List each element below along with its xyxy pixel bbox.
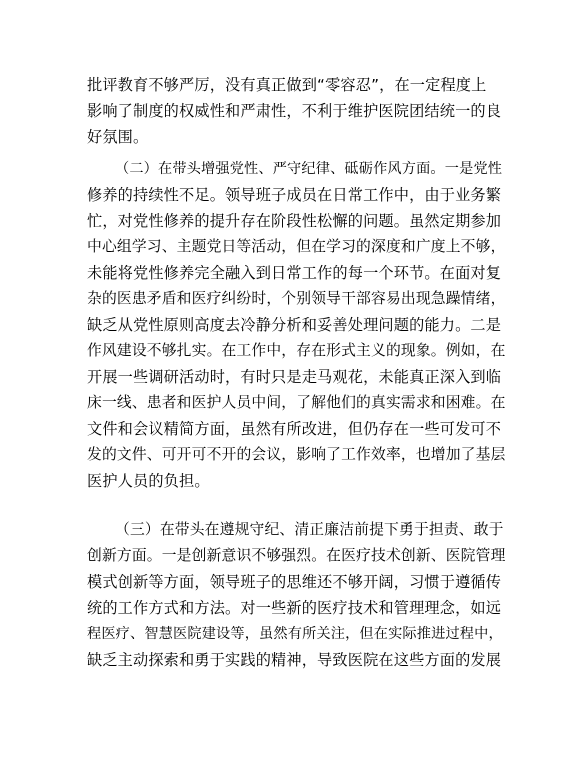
text-line: 创新方面。一是创新意识不够强烈。在医疗技术创新、医院管理 <box>87 547 506 564</box>
text-line: 文件和会议精简方面，虽然有所改进，但仍存在一些可发可不 <box>87 420 502 438</box>
paragraph-section-three <box>87 517 507 673</box>
text-line: 影响了制度的权威性和严肃性，不利于维护医院团结统一的良 <box>87 102 502 120</box>
text-line: 程医疗、智慧医院建设等，虽然有所关注，但在实际推进过程中， <box>87 626 503 642</box>
text-line: 批评教育不够严厉，没有真正做到“零容忍”，在一定程度上 <box>87 76 487 94</box>
text-line: 医护人员的负担。 <box>87 472 210 490</box>
paragraph-continuation <box>87 72 507 150</box>
paragraph-section-two <box>87 156 507 494</box>
text-line: 修养的持续性不足。领导班子成员在日常工作中，由于业务繁 <box>87 186 502 204</box>
text-line: 发的文件、可开可不开的会议，影响了工作效率，也增加了基层 <box>87 446 506 463</box>
text-line: 忙，对党性修养的提升存在阶段性松懈的问题。虽然定期参加 <box>87 212 502 230</box>
text-line: （三）在带头在遵规守纪、清正廉洁前提下勇于担责、敢于 <box>115 521 504 538</box>
text-line: 杂的医患矛盾和医疗纠纷时，个别领导干部容易出现急躁情绪， <box>87 290 506 307</box>
text-line: 缺乏主动探索和勇于实践的精神，导致医院在这些方面的发展 <box>87 651 502 669</box>
text-line: 缺乏从党性原则高度去冷静分析和妥善处理问题的能力。二是 <box>87 316 502 334</box>
text-line: 中心组学习、主题党日等活动，但在学习的深度和广度上不够， <box>87 238 506 255</box>
text-line: 统的工作方式和方法。对一些新的医疗技术和管理理念，如远 <box>87 599 502 617</box>
text-line: 作风建设不够扎实。在工作中，存在形式主义的现象。例如，在 <box>87 342 506 359</box>
text-line: 床一线、患者和医护人员中间，了解他们的真实需求和困难。在 <box>87 394 506 411</box>
text-line: （二）在带头增强党性、严守纪律、砥砺作风方面。一是党性 <box>115 161 503 177</box>
text-line: 好氛围。 <box>87 128 149 146</box>
text-line: 开展一些调研活动时，有时只是走马观花，未能真正深入到临 <box>87 368 502 386</box>
text-line: 模式创新等方面，领导班子的思维还不够开阔，习惯于遵循传 <box>87 573 502 591</box>
text-line: 未能将党性修养完全融入到日常工作的每一个环节。在面对复 <box>87 264 502 282</box>
